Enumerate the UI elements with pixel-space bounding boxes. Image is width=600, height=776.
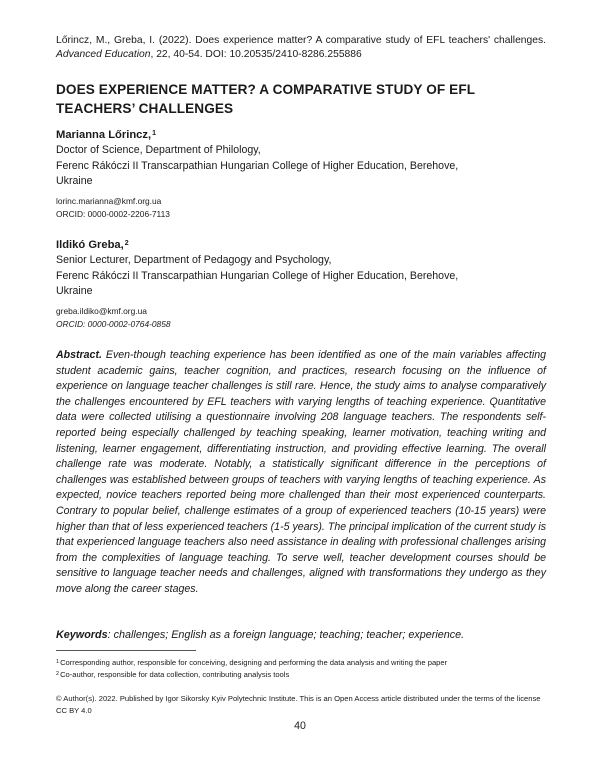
abstract: [56, 348, 546, 598]
keywords-text: : challenges; English as a foreign language; teaching; teacher; experience.: [107, 629, 465, 641]
footnote-mark-1: 1: [56, 659, 60, 665]
author-orcid-2[interactable]: ORCID: 0000-0002-0764-0858: [56, 318, 171, 329]
citation-header: [56, 34, 546, 61]
footnote-1: [56, 657, 546, 668]
author-country-2: Ukraine: [56, 285, 93, 297]
footnote-2: [56, 669, 546, 680]
citation-journal: Advanced Education: [56, 48, 151, 60]
author-institution-2: Ferenc Rákóczi II Transcarpathian Hungarian College of Higher Education, Berehove,: [56, 269, 459, 282]
keywords-label: Keywords: [56, 629, 108, 641]
footnote-text-1: Corresponding author, responsible for conceiving, designing and performing the data analysis and writing the paper: [60, 658, 448, 667]
author-orcid-1[interactable]: ORCID: 0000-0002-2206-7113: [56, 208, 170, 219]
article-title: DOES EXPERIENCE MATTER? A COMPARATIVE STUDY OF EFL TEACHERS’ CHALLENGES: [56, 82, 475, 116]
keywords: [56, 628, 546, 643]
author-name-text-2: Ildikó Greba,: [56, 239, 124, 251]
author-name-2: [56, 238, 546, 253]
author-email-1[interactable]: lorinc.marianna@kmf.org.ua: [56, 195, 162, 206]
author-block-1: [56, 128, 546, 221]
author-mark-2: 2: [124, 240, 129, 247]
author-institution-1: Ferenc Rákóczi II Transcarpathian Hungarian College of Higher Education, Berehove,: [56, 159, 459, 172]
author-name-text-1: Marianna Lőrincz,: [56, 129, 152, 141]
author-name-1: [56, 128, 546, 143]
author-block-2: [56, 238, 546, 331]
abstract-text: Even-though teaching experience has been identified as one of the main variables affecting student academic gains, teacher cognition, and practices, research focusing on the influence of experience on language teacher challenges is still rare. Hence, the study aims to analyse comparatively the challenges encountered by EFL teachers with varying lengths of teaching experience. Quantitative data were collected utilising a questionnaire involving 208 language teachers. The respondents self-reported being especially challenged by teaching speaking, learner motivation, teaching writing and listening, learner engagement, differentiating instruction, and providing effective learning. The overall challenge rate was moderate. Notably, a statistically significant difference in the perceptions of challenges was established between groups of teachers with varying lengths of teaching experience. As expected, novice teachers reported being more challenged than their most experienced counterparts. Contrary to popular belief, challenge estimates of a group of experienced teachers (10-15 years) were higher than that of less experienced teachers (1-5 years). The principal implication of the current study is that experienced language teachers also need assistance in dealing with professional challenges arising from the complexities of language teaching. To serve well, teacher development courses should be sensitive to language teacher needs and challenges, aligned with transformations they undergo as they move along the career stages.: [56, 349, 546, 595]
footnote-divider: [56, 650, 196, 651]
page-number: 40: [294, 720, 306, 732]
abstract-label: Abstract.: [56, 349, 102, 361]
footnote-mark-2: 2: [56, 671, 60, 677]
author-position-2: Senior Lecturer, Department of Pedagogy and Psychology,: [56, 254, 332, 266]
footnote-text-2: Co-author, responsible for data collection, contributing analysis tools: [60, 670, 290, 679]
citation-suffix: , 22, 40-54. DOI: 10.20535/2410-8286.255886: [150, 48, 362, 60]
author-position-1: Doctor of Science, Department of Philology,: [56, 144, 261, 156]
license-notice: © Author(s). 2022. Published by Igor Sikorsky Kyiv Polytechnic Institute. This is an Open Access article distributed under the terms of the license CC BY 4.0: [56, 694, 541, 715]
author-mark-1: 1: [152, 130, 157, 137]
author-email-2[interactable]: greba.ildiko@kmf.org.ua: [56, 305, 147, 316]
author-country-1: Ukraine: [56, 175, 93, 187]
citation-prefix: Lőrincz, M., Greba, I. (2022). Does experience matter? A comparative study of EFL teachers' challenges.: [56, 35, 546, 46]
